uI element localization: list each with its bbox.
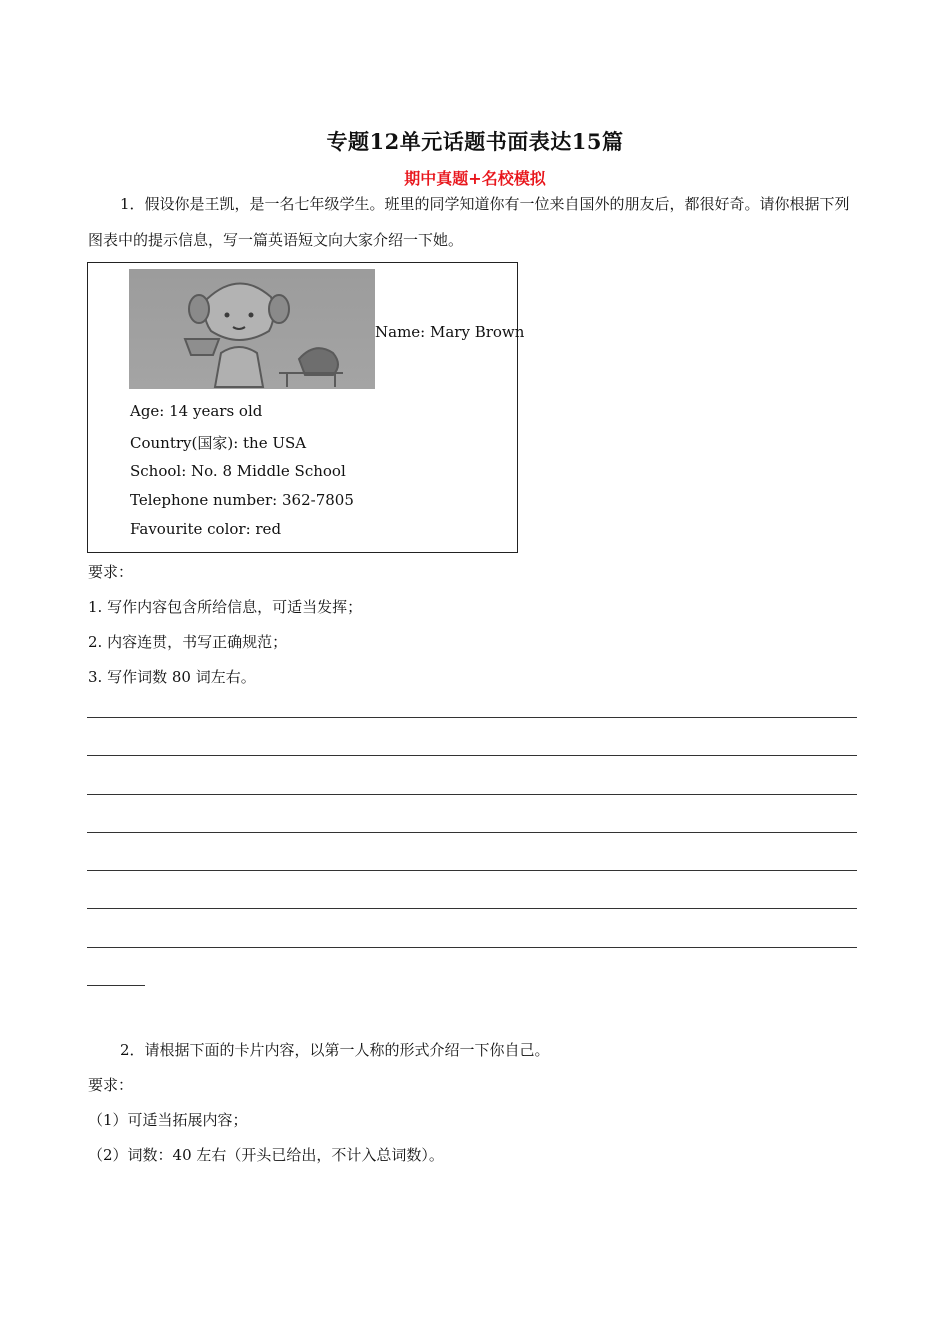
- page-title: 专题12单元话题书面表达15篇: [326, 129, 624, 154]
- q1-requirement-1: 1. 写作内容包含所给信息，可适当发挥；: [88, 598, 363, 616]
- card-school: School: No. 8 Middle School: [130, 462, 346, 480]
- girl-photo: [129, 269, 375, 389]
- q1-requirements-heading: 要求：: [88, 563, 134, 581]
- q2-requirement-1: （1）可适当拓展内容；: [88, 1111, 248, 1129]
- question-1-prompt: 1．假设你是王凯，是一名七年级学生。班里的同学知道你有一位来自国外的朋友后，都很好奇。请你根据下列图表中的提示信息，写一篇英语短文向大家介绍一下她。: [88, 195, 850, 249]
- card-name: Name: Mary Brown: [375, 323, 525, 341]
- q1-requirement-3: 3. 写作词数 80 词左右。: [88, 668, 256, 686]
- answer-line-end[interactable]: [87, 985, 145, 986]
- q1-requirement-2: 2. 内容连贯，书写正确规范；: [88, 633, 288, 651]
- answer-line[interactable]: [87, 908, 857, 909]
- answer-line[interactable]: [87, 755, 857, 756]
- answer-line[interactable]: [87, 794, 857, 795]
- answer-line[interactable]: [87, 870, 857, 871]
- card-color: Favourite color: red: [130, 520, 282, 538]
- answer-line[interactable]: [87, 717, 857, 718]
- q2-requirements-heading: 要求：: [88, 1076, 134, 1094]
- question-2-prompt: 2．请根据下面的卡片内容，以第一人称的形式介绍一下你自己。: [120, 1041, 550, 1059]
- girl-on-phone-illustration-icon: [129, 269, 375, 389]
- card-age: Age: 14 years old: [130, 402, 263, 420]
- answer-line[interactable]: [87, 832, 857, 833]
- info-card: [87, 262, 525, 553]
- page-subtitle: 期中真题+名校模拟: [404, 169, 546, 188]
- answer-line[interactable]: [87, 947, 857, 948]
- card-country: Country(国家): the USA: [130, 434, 307, 452]
- q2-requirement-2: （2）词数：40 左右（开头已给出，不计入总词数）。: [88, 1146, 444, 1164]
- card-telephone: Telephone number: 362-7805: [130, 491, 354, 509]
